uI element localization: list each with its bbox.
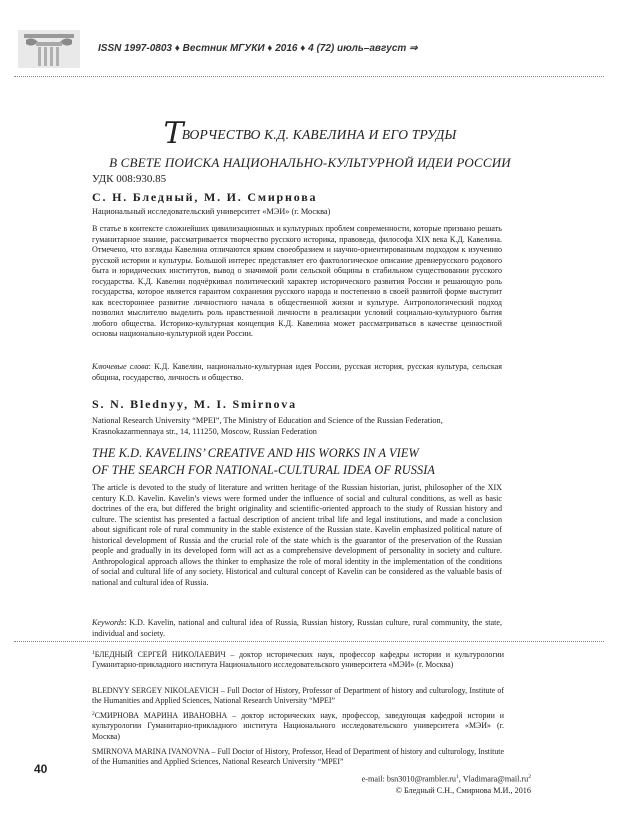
journal-header xyxy=(18,30,598,70)
udk-code: УДК 008:930.85 xyxy=(92,173,167,185)
affiliation-en xyxy=(92,415,502,437)
contact-block xyxy=(362,772,531,796)
keywords-en xyxy=(92,618,502,639)
article-title-en xyxy=(92,445,502,479)
affiliation-ru: Национальный исследовательский университет «МЭИ» (г. Москва) xyxy=(92,207,331,216)
footnote-1-en: BLEDNYY SERGEY NIKOLAEVICH – Full Doctor of History, Professor of Department of history and culturology, Institute of the Humanities and Applied Sciences, National Research University “MPEI” xyxy=(92,686,504,706)
affiliation-en-line2: Krasnokazarmennaya str., 14, 111250, Moscow, Russian Federation xyxy=(92,427,317,436)
footnote-1-marker: 1 xyxy=(92,650,95,656)
title-ru-line1: ВОРЧЕСТВО К.Д. КАВЕЛИНА И ЕГО ТРУДЫ xyxy=(181,127,457,142)
keywords-ru xyxy=(92,362,502,383)
keywords-en-label: Keywords xyxy=(92,618,125,627)
footnote-2-ru xyxy=(92,709,504,742)
header-divider xyxy=(14,76,604,77)
column-capital-logo-icon xyxy=(18,30,80,68)
keywords-en-text: : K.D. Kavelin, national and cultural idea of Russia, Russian history, Russian culture, rural community, the state, individual and society. xyxy=(92,618,502,638)
abstract-en: The article is devoted to the study of literature and written heritage of the Russian historian, jurist, philosopher of the XIX century K.D. Kavelin. Kavelin’s views were formed under the influence of social and cultural conditions, as well as basic doctrines of the era, but differed the bright originality and scientific-oriented approach to the study of Russian history and culture. The scientist has presented a factual description of ancient tribal life and legal institutions, and made a conclusion about significant role of rural community in the stable existence of the Russian state. Kavelin emphasized political nature of historical development of Russia and the crucial role of the state which is the guarantor of the preservation of the Russian people and gradually in its developed form will act as a comprehensive development of personality in society and culture. Anthropological approach allows the thinker to emphasize the role of moral identity in the implementation of the conditions of social and cultural life of any society. Historical and cultural concept of Kavelin can be considered as the valuable basis of national and cultural idea of Russia. xyxy=(92,483,502,587)
footnote-2-marker: 2 xyxy=(92,711,95,717)
page-number: 40 xyxy=(34,762,48,776)
affiliation-en-line1: National Research University “MPEI”, The Ministry of Education and Science of the Russian Federation, xyxy=(92,416,443,425)
article-title-ru xyxy=(100,116,520,171)
email-2: , Vladimara@mail.ru xyxy=(458,774,529,784)
email-line xyxy=(362,772,531,785)
email-1-marker: 1 xyxy=(456,774,459,780)
journal-issn-line: ISSN 1997-0803 ♦ Вестник МГУКИ ♦ 2016 ♦ 4 (72) июль–август ⇒ xyxy=(98,43,418,54)
title-en-line1: THE K.D. KAVELINS’ CREATIVE AND HIS WORKS IN A VIEW xyxy=(92,446,419,460)
copyright-line: © Бледный С.Н., Смирнова М.И., 2016 xyxy=(395,785,531,795)
footnote-2-en: SMIRNOVA MARINA IVANOVNA – Full Doctor of History, Professor, Head of Department of history and culturology, Institute of the Humanities and Applied Sciences, National Research University “MPEI” xyxy=(92,747,504,767)
title-ru-line2: В СВЕТЕ ПОИСКА НАЦИОНАЛЬНО-КУЛЬТУРНОЙ ИДЕИ РОССИИ xyxy=(109,155,511,170)
keywords-ru-text: : К.Д. Кавелин, национально-культурная идея России, русская история, русская культура, сельская община, государство, личность и общество. xyxy=(92,362,503,382)
email-2-marker: 2 xyxy=(528,774,531,780)
footnote-2-ru-text: СМИРНОВА МАРИНА ИВАНОВНА – доктор исторических наук, профессор, заведующая кафедрой истории и культурологии Гуманитарно-прикладного института Национального исследовательского университета «МЭИ» (г. Москва) xyxy=(92,711,504,741)
email-1: e-mail: bsn3010@rambler.ru xyxy=(361,774,457,784)
keywords-ru-label: Ключевые слова xyxy=(92,362,149,371)
title-en-line2: OF THE SEARCH FOR NATIONAL-CULTURAL IDEA OF RUSSIA xyxy=(92,463,436,477)
authors-en: S. N. Blednyy, M. I. Smirnova xyxy=(92,397,297,411)
footnote-1-ru-text: БЛЕДНЫЙ СЕРГЕЙ НИКОЛАЕВИЧ – доктор исторических наук, профессор кафедры истории и культурологии Гуманитарно-прикладного института Национального исследовательского университета «МЭИ» (г. Москва) xyxy=(92,650,504,670)
authors-ru: С. Н. Бледный, М. И. Смирнова xyxy=(92,190,318,204)
footnote-divider xyxy=(14,641,604,642)
title-dropcap: Т xyxy=(163,116,184,151)
abstract-ru: В статье в контексте сложнейших цивилизационных и культурных проблем современности, которые призвано решать гуманитарное знание, рассматривается творчество русского историка, правоведа, философа XIX века К.Д. Кавелина. Отмечено, что взгляды Кавелина отличаются ярким своеобразием и научно-ориентированным подходом к изучению русской истории и культуры. Большой интерес представляет его фактологическое описание древнерусского родового быта и юридических институтов, вывод о значимой роли сельской общины в стабильном существовании русского государства. К.Д. Кавелин подчёркивал политический характер исторического развития России и решающую роль государства, которое является гарантом сохранения русского народа и постепенно в своей развитой форме выступит как всестороннее развитие личностного начала в общественной жизни и культуре. Антропологический подход позволил мыслителю выделить роль нравственной личности в реализации условий социально-культурного бытия любого общества. Историко-культурная концепция К.Д. Кавелина может рассматриваться в качестве ценностной основы национально-культурной идеи России. xyxy=(92,224,502,339)
footnote-1-ru xyxy=(92,648,504,671)
